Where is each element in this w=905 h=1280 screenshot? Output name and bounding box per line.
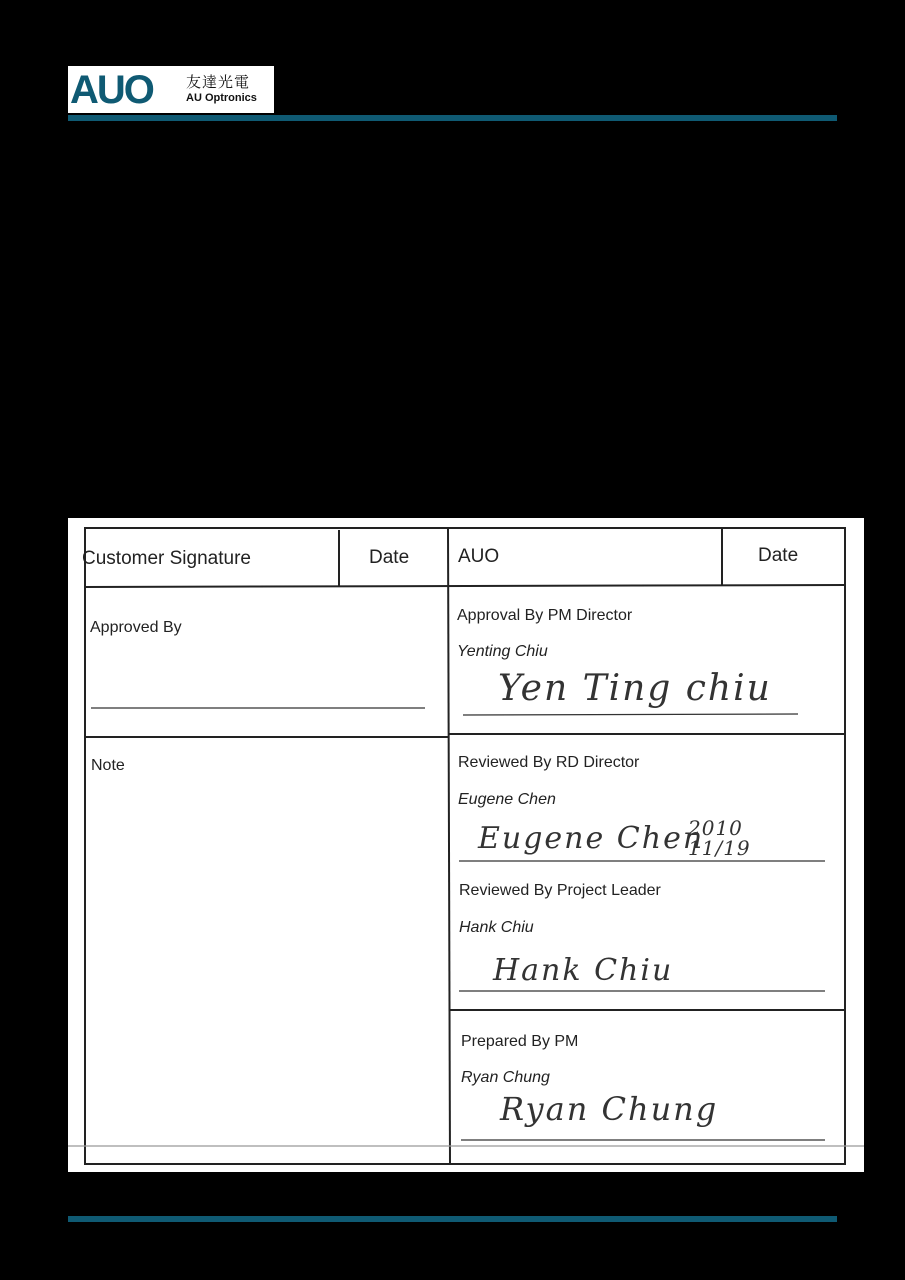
pm-director-name: Yenting Chiu bbox=[457, 643, 548, 660]
pm-signature: Ryan Chung bbox=[500, 1090, 719, 1128]
pm-director-role: Approval By PM Director bbox=[457, 607, 633, 624]
rd-director-role: Reviewed By RD Director bbox=[458, 754, 640, 771]
pm-name: Ryan Chung bbox=[461, 1069, 550, 1086]
pm-director-signature: Yen Ting chiu bbox=[498, 668, 772, 709]
auo-logo bbox=[68, 66, 274, 113]
header-rule bbox=[68, 115, 837, 121]
rd-director-handwritten-date: 2010 11/19 bbox=[688, 816, 751, 860]
note-label: Note bbox=[91, 757, 125, 774]
project-leader-name: Hank Chiu bbox=[459, 919, 534, 936]
project-leader-signature: Hank Chiu bbox=[493, 953, 674, 988]
customer-date-header: Date bbox=[369, 547, 410, 568]
logo-mark: AUO bbox=[70, 68, 153, 112]
auo-header: AUO bbox=[458, 546, 500, 567]
project-leader-role: Reviewed By Project Leader bbox=[459, 882, 661, 899]
customer-signature-header: Customer Signature bbox=[82, 548, 251, 569]
logo-english-name: AU Optronics bbox=[186, 92, 257, 104]
rd-director-signature: Eugene Chen bbox=[478, 821, 705, 856]
rd-director-name: Eugene Chen bbox=[458, 791, 556, 808]
logo-chinese-name: 友達光電 bbox=[186, 73, 251, 91]
pm-role: Prepared By PM bbox=[461, 1033, 579, 1050]
auo-date-header: Date bbox=[758, 545, 799, 566]
footer-rule bbox=[68, 1216, 837, 1222]
approved-by-label: Approved By bbox=[90, 619, 182, 636]
signature-scan bbox=[68, 518, 864, 1172]
